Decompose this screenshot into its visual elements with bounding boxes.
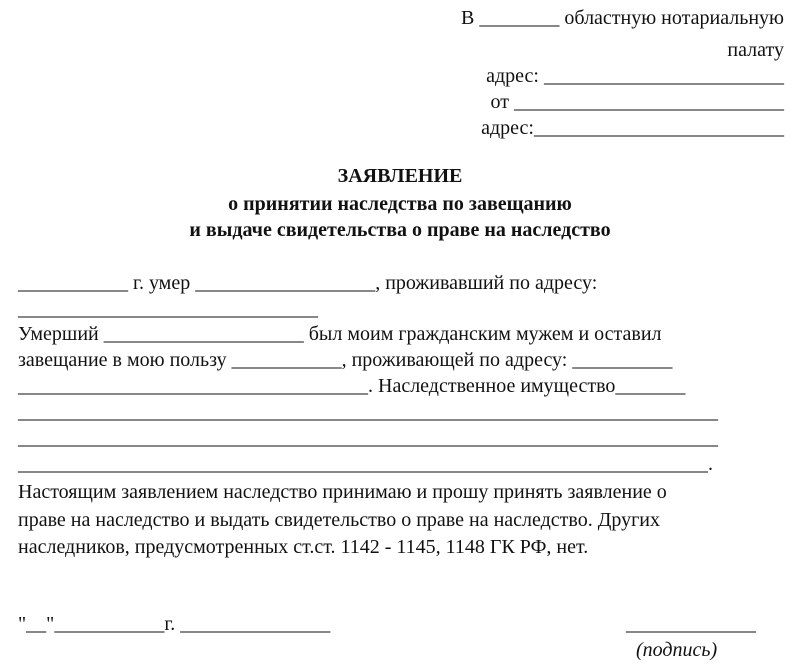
signature-line: _____________: [626, 613, 756, 635]
header-chamber-word: палату: [727, 39, 784, 61]
header-from: от ___________________________: [490, 91, 784, 113]
body-line-2: ______________________________: [18, 298, 318, 320]
body-line-3: Умерший ____________________ был моим гражданским мужем и оставил: [18, 323, 662, 345]
body-line-8: _____________________________________________________________________.: [18, 453, 713, 475]
signature-label: (подпись): [636, 639, 718, 661]
header-address-2: адрес:_________________________: [481, 117, 784, 139]
document-subtitle-2: и выдаче свидетельства о праве на наследство: [189, 219, 611, 241]
body-line-9: Настоящим заявлением наследство принимаю и прошу принять заявление о: [18, 481, 667, 503]
body-line-7: ______________________________________________________________________: [18, 427, 718, 449]
header-address-1: адрес: ________________________: [486, 65, 784, 87]
document-subtitle-1: о принятии наследства по завещанию: [228, 193, 572, 215]
body-line-10: праве на наследство и выдать свидетельство о праве на наследство. Других: [18, 509, 661, 531]
body-line-11: наследников, предусмотренных ст.ст. 1142 - 1145, 1148 ГК РФ, нет.: [18, 536, 589, 558]
body-line-6: ______________________________________________________________________: [18, 401, 718, 423]
body-line-5: ___________________________________. Наследственное имущество_______: [18, 375, 686, 397]
document-title: ЗАЯВЛЕНИЕ: [337, 165, 463, 187]
body-line-4: завещание в мою пользу ___________, проживающей по адресу: __________: [18, 349, 673, 371]
body-line-1: ___________ г. умер __________________, проживавший по адресу:: [18, 272, 598, 294]
date-line: "__"___________г. _______________: [18, 613, 331, 635]
header-notary-chamber: В ________ областную нотариальную: [461, 7, 784, 29]
